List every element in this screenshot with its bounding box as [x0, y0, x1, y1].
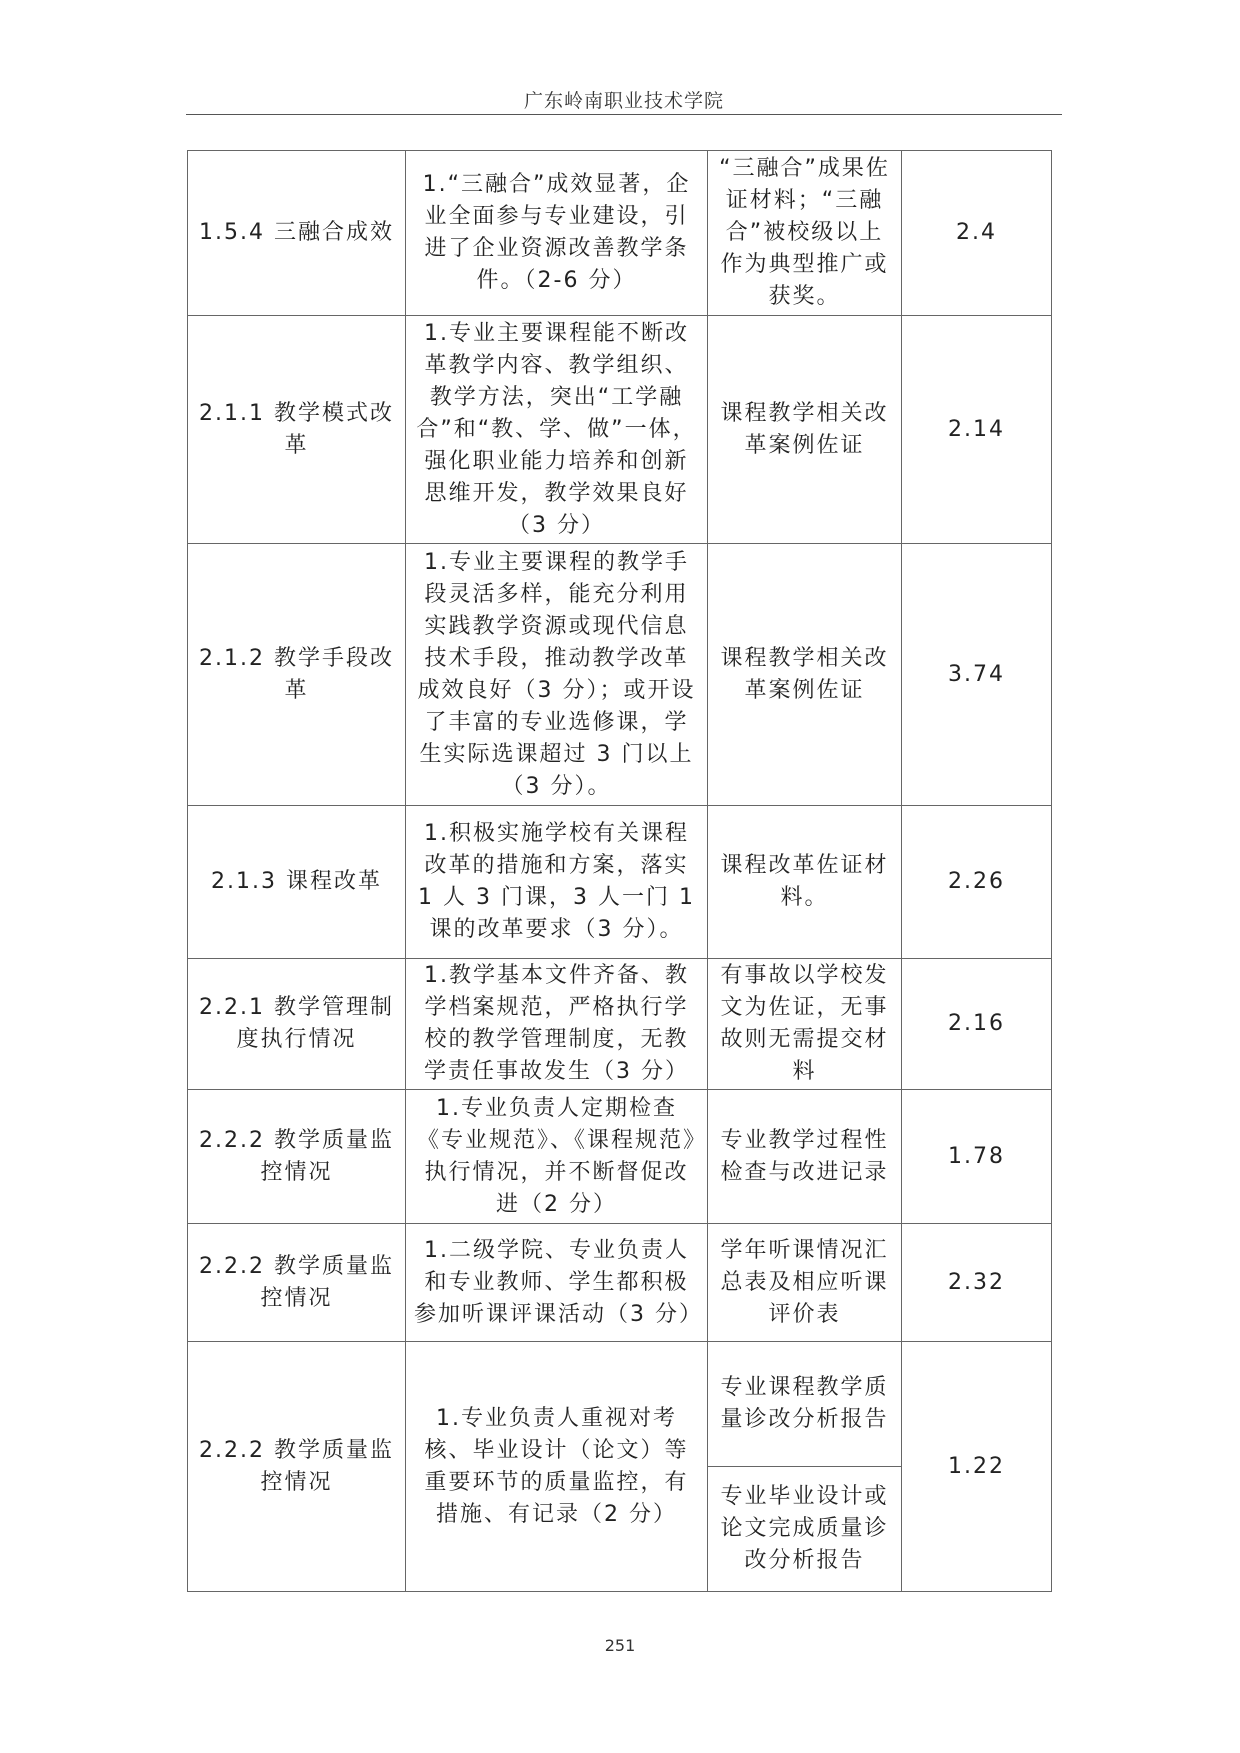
- item-cell: 1.5.4 三融合成效: [188, 151, 406, 316]
- table-row: [188, 959, 1052, 1090]
- score-cell: 1.22: [902, 1342, 1052, 1592]
- score-cell: 2.32: [902, 1224, 1052, 1342]
- table-row: [188, 316, 1052, 544]
- criteria-cell: 1.专业主要课程能不断改革教学内容、教学组织、教学方法，突出“工学融合”和“教、学、做”一体，强化职业能力培养和创新思维开发，教学效果良好（3 分）: [406, 316, 708, 544]
- evidence-cell: 专业课程教学质量诊改分析报告: [708, 1342, 902, 1467]
- item-cell: 2.2.1 教学管理制度执行情况: [188, 959, 406, 1090]
- criteria-cell: 1.专业负责人定期检查《专业规范》、《课程规范》执行情况，并不断督促改进（2 分）: [406, 1090, 708, 1224]
- evaluation-table: [187, 150, 1052, 1592]
- criteria-cell: 1.专业负责人重视对考核、毕业设计（论文）等重要环节的质量监控，有措施、有记录（2 分）: [406, 1342, 708, 1592]
- criteria-cell: 1.“三融合”成效显著，企业全面参与专业建设，引进了企业资源改善教学条件。（2-6 分）: [406, 151, 708, 316]
- evidence-cell: 专业教学过程性检查与改进记录: [708, 1090, 902, 1224]
- criteria-cell: 1.二级学院、专业负责人和专业教师、学生都积极参加听课评课活动（3 分）: [406, 1224, 708, 1342]
- score-cell: 2.16: [902, 959, 1052, 1090]
- page-number: 251: [604, 1636, 636, 1655]
- page-header-title: 广东岭南职业技术学院: [523, 90, 724, 112]
- table-row: [188, 544, 1052, 806]
- evidence-cell: 课程教学相关改革案例佐证: [708, 544, 902, 806]
- score-cell: 2.14: [902, 316, 1052, 544]
- table-row: [188, 1342, 1052, 1467]
- score-cell: 2.4: [902, 151, 1052, 316]
- evidence-cell: “三融合”成果佐证材料；“三融合”被校级以上作为典型推广或获奖。: [708, 151, 902, 316]
- criteria-cell: 1.教学基本文件齐备、教学档案规范，严格执行学校的教学管理制度，无教学责任事故发生（3 分）: [406, 959, 708, 1090]
- table-row: [188, 1090, 1052, 1224]
- evidence-cell: 课程教学相关改革案例佐证: [708, 316, 902, 544]
- table-row: [188, 806, 1052, 959]
- evidence-cell: 学年听课情况汇总表及相应听课评价表: [708, 1224, 902, 1342]
- criteria-cell: 1.专业主要课程的教学手段灵活多样，能充分利用实践教学资源或现代信息技术手段，推动教学改革成效良好（3 分）；或开设了丰富的专业选修课，学生实际选课超过 3 门以上（3 分）。: [406, 544, 708, 806]
- item-cell: 2.2.2 教学质量监控情况: [188, 1090, 406, 1224]
- item-cell: 2.1.1 教学模式改革: [188, 316, 406, 544]
- evidence-cell: 专业毕业设计或论文完成质量诊改分析报告: [708, 1467, 902, 1592]
- score-cell: 2.26: [902, 806, 1052, 959]
- item-cell: 2.2.2 教学质量监控情况: [188, 1224, 406, 1342]
- evidence-cell: 有事故以学校发文为佐证，无事故则无需提交材料: [708, 959, 902, 1090]
- table-row: [188, 1224, 1052, 1342]
- item-cell: 2.2.2 教学质量监控情况: [188, 1342, 406, 1592]
- item-cell: 2.1.2 教学手段改革: [188, 544, 406, 806]
- table-row: [188, 151, 1052, 316]
- score-cell: 1.78: [902, 1090, 1052, 1224]
- header-divider: [186, 114, 1062, 115]
- item-cell: 2.1.3 课程改革: [188, 806, 406, 959]
- score-cell: 3.74: [902, 544, 1052, 806]
- evidence-cell: 课程改革佐证材料。: [708, 806, 902, 959]
- criteria-cell: 1.积极实施学校有关课程改革的措施和方案，落实 1 人 3 门课，3 人一门 1 课的改革要求（3 分）。: [406, 806, 708, 959]
